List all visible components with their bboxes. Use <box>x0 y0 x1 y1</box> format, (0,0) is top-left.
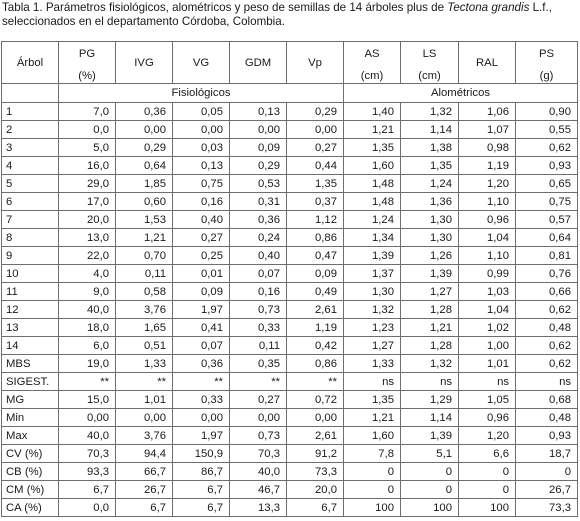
table-cell: 0,09 <box>287 265 344 283</box>
table-cell: 0,75 <box>516 193 578 211</box>
table-cell: 1,35 <box>401 157 459 175</box>
table-cell: 0,29 <box>230 157 287 175</box>
table-cell: 0,62 <box>516 301 578 319</box>
table-cell: 40,0 <box>59 301 116 319</box>
header-arbol: Árbol <box>2 42 59 84</box>
table-cell: 1,35 <box>344 391 401 409</box>
table-row <box>2 229 578 247</box>
table-cell: 0,62 <box>516 337 578 355</box>
table-cell: 1,30 <box>401 211 459 229</box>
table-cell: 0,00 <box>59 409 116 427</box>
table-cell: 2,61 <box>287 301 344 319</box>
table-cell: 0,00 <box>116 121 173 139</box>
table-cell: ** <box>287 373 344 391</box>
table-cell: 0,0 <box>59 499 116 517</box>
table-cell: 0,33 <box>230 319 287 337</box>
table-cell: 6,7 <box>287 499 344 517</box>
header-ps <box>516 42 578 84</box>
table-cell: 1,39 <box>401 427 459 445</box>
data-table <box>1 41 578 517</box>
table-cell: 0,51 <box>116 337 173 355</box>
table-cell: 0,01 <box>173 265 230 283</box>
table-cell: 5,0 <box>59 139 116 157</box>
group-blank <box>2 84 59 103</box>
table-cell: 1,20 <box>459 175 516 193</box>
header-ls-name: LS <box>422 48 437 60</box>
table-cell: ns <box>344 373 401 391</box>
table-cell: 0,42 <box>287 337 344 355</box>
table-cell: 1,24 <box>401 175 459 193</box>
table-row <box>2 355 578 373</box>
header-pg <box>59 42 116 84</box>
table-cell: 7,8 <box>344 445 401 463</box>
table-cell: 0,93 <box>516 157 578 175</box>
table-cell: 1,06 <box>459 103 516 121</box>
table-cell: 0,07 <box>230 265 287 283</box>
table-cell: 0,41 <box>173 319 230 337</box>
table-cell: 1,65 <box>116 319 173 337</box>
table-cell: 15,0 <box>59 391 116 409</box>
table-cell: 0,44 <box>287 157 344 175</box>
table-cell: ns <box>401 373 459 391</box>
row-label: 6 <box>2 193 59 211</box>
table-cell: ns <box>459 373 516 391</box>
table-cell: ns <box>516 373 578 391</box>
table-cell: 1,21 <box>344 409 401 427</box>
table-cell: 1,23 <box>344 319 401 337</box>
table-cell: 0,64 <box>116 157 173 175</box>
row-label: 14 <box>2 337 59 355</box>
table-cell: 0,27 <box>230 391 287 409</box>
table-cell: 0,00 <box>173 121 230 139</box>
row-label: MG <box>2 391 59 409</box>
row-label: MBS <box>2 355 59 373</box>
table-cell: 6,7 <box>173 481 230 499</box>
table-cell: 73,3 <box>516 499 578 517</box>
table-row <box>2 121 578 139</box>
table-cell: 1,29 <box>401 391 459 409</box>
table-cell: 0,11 <box>116 265 173 283</box>
table-cell: 0,09 <box>230 139 287 157</box>
table-row <box>2 427 578 445</box>
header-as-unit: (cm) <box>360 70 384 82</box>
table-cell: 1,40 <box>344 103 401 121</box>
table-cell: 86,7 <box>173 463 230 481</box>
table-cell: 1,10 <box>459 193 516 211</box>
table-cell: 70,3 <box>59 445 116 463</box>
table-cell: 1,26 <box>401 247 459 265</box>
header-vp: Vp <box>287 42 344 84</box>
table-cell: 1,21 <box>116 229 173 247</box>
table-row <box>2 391 578 409</box>
table-row <box>2 211 578 229</box>
table-cell: 1,32 <box>401 355 459 373</box>
table-cell: 0,96 <box>459 409 516 427</box>
table-cell: 0,99 <box>459 265 516 283</box>
table-cell: 3,76 <box>116 427 173 445</box>
table-cell: 0 <box>459 463 516 481</box>
table-cell: 1,14 <box>401 409 459 427</box>
row-label: 4 <box>2 157 59 175</box>
header-as <box>344 42 401 84</box>
table-cell: 0,53 <box>230 175 287 193</box>
table-cell: 1,01 <box>459 355 516 373</box>
row-label: CA (%) <box>2 499 59 517</box>
table-cell: 1,60 <box>344 157 401 175</box>
table-row <box>2 319 578 337</box>
header-gdm: GDM <box>230 42 287 84</box>
table-cell: 0,86 <box>287 355 344 373</box>
table-row <box>2 265 578 283</box>
table-cell: 0,93 <box>516 427 578 445</box>
table-cell: 1,21 <box>401 319 459 337</box>
table-cell: 0 <box>401 481 459 499</box>
table-body <box>2 103 578 517</box>
table-cell: 1,07 <box>459 121 516 139</box>
table-cell: 0,13 <box>173 157 230 175</box>
table-cell: 18,7 <box>516 445 578 463</box>
table-cell: 1,36 <box>401 193 459 211</box>
table-cell: 1,30 <box>401 229 459 247</box>
table-cell: 0 <box>459 481 516 499</box>
table-row <box>2 499 578 517</box>
header-ls <box>401 42 459 84</box>
table-cell: 0,96 <box>459 211 516 229</box>
table-cell: 1,28 <box>401 337 459 355</box>
table-cell: 1,04 <box>459 301 516 319</box>
table-cell: 6,7 <box>116 499 173 517</box>
table-cell: 1,34 <box>344 229 401 247</box>
header-pg-name: PG <box>78 48 96 60</box>
table-cell: 0 <box>344 463 401 481</box>
table-cell: 1,85 <box>116 175 173 193</box>
table-cell: 0 <box>516 463 578 481</box>
table-row <box>2 175 578 193</box>
table-cell: 0,00 <box>230 121 287 139</box>
table-cell: 1,19 <box>459 157 516 175</box>
table-cell: 0,0 <box>59 121 116 139</box>
table-cell: 1,53 <box>116 211 173 229</box>
group-row <box>2 84 578 103</box>
row-label: 10 <box>2 265 59 283</box>
table-cell: 1,38 <box>401 139 459 157</box>
table-cell: 1,33 <box>116 355 173 373</box>
table-cell: 0,60 <box>116 193 173 211</box>
table-cell: 0,98 <box>459 139 516 157</box>
table-cell: 1,24 <box>344 211 401 229</box>
table-row <box>2 481 578 499</box>
table-cell: 0,16 <box>173 193 230 211</box>
table-cell: 1,14 <box>401 121 459 139</box>
table-cell: 0,29 <box>287 103 344 121</box>
row-label: 11 <box>2 283 59 301</box>
table-row <box>2 283 578 301</box>
table-cell: 0,62 <box>516 355 578 373</box>
header-pg-unit: (%) <box>78 70 96 82</box>
table-cell: 0,03 <box>173 139 230 157</box>
table-cell: 1,60 <box>344 427 401 445</box>
table-cell: 0,27 <box>287 139 344 157</box>
table-cell: 6,0 <box>59 337 116 355</box>
table-cell: 0,73 <box>230 427 287 445</box>
table-cell: 100 <box>344 499 401 517</box>
table-cell: 1,05 <box>459 391 516 409</box>
table-cell: 0,37 <box>287 193 344 211</box>
row-label: CB (%) <box>2 463 59 481</box>
table-cell: 1,48 <box>344 175 401 193</box>
table-cell: 26,7 <box>516 481 578 499</box>
table-cell: 1,35 <box>344 139 401 157</box>
table-cell: 0,11 <box>230 337 287 355</box>
table-cell: 0,48 <box>516 409 578 427</box>
table-cell: 6,6 <box>459 445 516 463</box>
table-cell: 1,39 <box>344 247 401 265</box>
table-cell: 0,66 <box>516 283 578 301</box>
header-vg: VG <box>173 42 230 84</box>
table-cell: 9,0 <box>59 283 116 301</box>
table-cell: 0,75 <box>173 175 230 193</box>
table-cell: 1,37 <box>344 265 401 283</box>
table-cell: 3,76 <box>116 301 173 319</box>
table-cell: 26,7 <box>116 481 173 499</box>
table-cell: 4,0 <box>59 265 116 283</box>
table-cell: 0,64 <box>516 229 578 247</box>
table-cell: 0,00 <box>287 409 344 427</box>
table-cell: 0,36 <box>116 103 173 121</box>
table-cell: 16,0 <box>59 157 116 175</box>
row-label: 8 <box>2 229 59 247</box>
table-cell: 1,32 <box>344 301 401 319</box>
table-cell: 1,32 <box>401 103 459 121</box>
table-cell: 7,0 <box>59 103 116 121</box>
row-label: 9 <box>2 247 59 265</box>
table-cell: 1,30 <box>344 283 401 301</box>
table-row <box>2 463 578 481</box>
row-label: 2 <box>2 121 59 139</box>
table-cell: 0,00 <box>230 409 287 427</box>
table-cell: 0,47 <box>287 247 344 265</box>
row-label: CV (%) <box>2 445 59 463</box>
header-ral: RAL <box>459 42 516 84</box>
table-row <box>2 337 578 355</box>
header-ivg: IVG <box>116 42 173 84</box>
table-cell: 1,03 <box>459 283 516 301</box>
table-cell: 0,90 <box>516 103 578 121</box>
table-cell: 40,0 <box>230 463 287 481</box>
table-cell: 94,4 <box>116 445 173 463</box>
table-cell: 0,65 <box>516 175 578 193</box>
table-cell: 1,02 <box>459 319 516 337</box>
table-cell: 1,27 <box>401 283 459 301</box>
table-row <box>2 157 578 175</box>
table-cell: 1,28 <box>401 301 459 319</box>
table-cell: 0,00 <box>116 409 173 427</box>
table-cell: 100 <box>459 499 516 517</box>
row-label: CM (%) <box>2 481 59 499</box>
row-label: Max <box>2 427 59 445</box>
table-caption <box>2 1 576 29</box>
table-cell: 0,16 <box>230 283 287 301</box>
header-row <box>2 42 578 84</box>
table-cell: 0 <box>344 481 401 499</box>
table-cell: 0,31 <box>230 193 287 211</box>
table-cell: 0,13 <box>230 103 287 121</box>
table-row <box>2 373 578 391</box>
table-cell: 0,72 <box>287 391 344 409</box>
table-cell: 70,3 <box>230 445 287 463</box>
row-label: Min <box>2 409 59 427</box>
table-cell: 0,09 <box>173 283 230 301</box>
table-row <box>2 139 578 157</box>
table-cell: 1,48 <box>344 193 401 211</box>
table-cell: 5,1 <box>401 445 459 463</box>
table-cell: 66,7 <box>116 463 173 481</box>
table-cell: 0,73 <box>230 301 287 319</box>
table-cell: 0,58 <box>116 283 173 301</box>
table-cell: 73,3 <box>287 463 344 481</box>
table-cell: 1,39 <box>401 265 459 283</box>
table-cell: 0,27 <box>173 229 230 247</box>
table-cell: 1,10 <box>459 247 516 265</box>
table-cell: 0,25 <box>173 247 230 265</box>
table-cell: 0,29 <box>116 139 173 157</box>
table-cell: 1,35 <box>287 175 344 193</box>
table-cell: 1,12 <box>287 211 344 229</box>
table-cell: 91,2 <box>287 445 344 463</box>
row-label: 1 <box>2 103 59 121</box>
caption-species: Tectona grandis <box>447 1 530 14</box>
table-cell: 17,0 <box>59 193 116 211</box>
table-cell: 20,0 <box>59 211 116 229</box>
table-cell: 0,24 <box>230 229 287 247</box>
table-cell: 13,3 <box>230 499 287 517</box>
table-cell: 0,36 <box>230 211 287 229</box>
header-ls-unit: (cm) <box>418 70 441 82</box>
table-cell: 0,07 <box>173 337 230 355</box>
table-cell: 18,0 <box>59 319 116 337</box>
table-row <box>2 247 578 265</box>
row-label: 3 <box>2 139 59 157</box>
row-label: SIGEST. <box>2 373 59 391</box>
header-as-name: AS <box>364 48 380 60</box>
table-cell: 0,57 <box>516 211 578 229</box>
table-cell: 0,70 <box>116 247 173 265</box>
table-cell: 1,97 <box>173 301 230 319</box>
table-row <box>2 103 578 121</box>
table-cell: 0,00 <box>287 121 344 139</box>
table-cell: 0,86 <box>287 229 344 247</box>
table-cell: 1,33 <box>344 355 401 373</box>
table-cell: 6,7 <box>173 499 230 517</box>
table-cell: 0,55 <box>516 121 578 139</box>
table-cell: 93,3 <box>59 463 116 481</box>
table-cell: 1,27 <box>344 337 401 355</box>
table-cell: 150,9 <box>173 445 230 463</box>
table-cell: 1,20 <box>459 427 516 445</box>
table-cell: 0,49 <box>287 283 344 301</box>
table-cell: ** <box>116 373 173 391</box>
table-cell: 1,19 <box>287 319 344 337</box>
table-cell: ** <box>59 373 116 391</box>
table-cell: 0,48 <box>516 319 578 337</box>
table-cell: 0,68 <box>516 391 578 409</box>
table-row <box>2 193 578 211</box>
header-ps-unit: (g) <box>539 70 554 82</box>
caption-text: Tabla 1. Parámetros fisiológicos, alométricos y peso de semillas de 14 árboles plus de <box>2 1 448 14</box>
table-cell: 0,00 <box>173 409 230 427</box>
table-cell: 20,0 <box>287 481 344 499</box>
table-cell: 19,0 <box>59 355 116 373</box>
table-cell: 46,7 <box>230 481 287 499</box>
table-cell: 0,40 <box>230 247 287 265</box>
row-label: 5 <box>2 175 59 193</box>
table-cell: 1,01 <box>116 391 173 409</box>
group-alometricos: Alométricos <box>344 84 578 103</box>
header-ps-name: PS <box>538 48 555 60</box>
table-cell: 0,36 <box>173 355 230 373</box>
table-cell: 40,0 <box>59 427 116 445</box>
table-cell: 29,0 <box>59 175 116 193</box>
table-cell: 0,40 <box>173 211 230 229</box>
table-cell: 0,05 <box>173 103 230 121</box>
table-cell: 1,04 <box>459 229 516 247</box>
table-cell: 0,33 <box>173 391 230 409</box>
table-cell: 0 <box>401 463 459 481</box>
table-cell: 13,0 <box>59 229 116 247</box>
table-row <box>2 301 578 319</box>
table-row <box>2 409 578 427</box>
table-cell: 2,61 <box>287 427 344 445</box>
table-cell: ** <box>173 373 230 391</box>
group-fisiologicos: Fisiológicos <box>59 84 344 103</box>
table-cell: 6,7 <box>59 481 116 499</box>
caption-text-end: L.f., seleccionados en el departamento Córdoba, Colombia. <box>2 1 552 28</box>
table-cell: 0,35 <box>230 355 287 373</box>
table-cell: 1,00 <box>459 337 516 355</box>
row-label: 7 <box>2 211 59 229</box>
table-row <box>2 445 578 463</box>
table-cell: 1,97 <box>173 427 230 445</box>
table-cell: 0,62 <box>516 139 578 157</box>
row-label: 12 <box>2 301 59 319</box>
table-cell: ** <box>230 373 287 391</box>
table-cell: 0,76 <box>516 265 578 283</box>
table-cell: 22,0 <box>59 247 116 265</box>
row-label: 13 <box>2 319 59 337</box>
table-cell: 100 <box>401 499 459 517</box>
table-cell: 0,81 <box>516 247 578 265</box>
table-cell: 1,21 <box>344 121 401 139</box>
